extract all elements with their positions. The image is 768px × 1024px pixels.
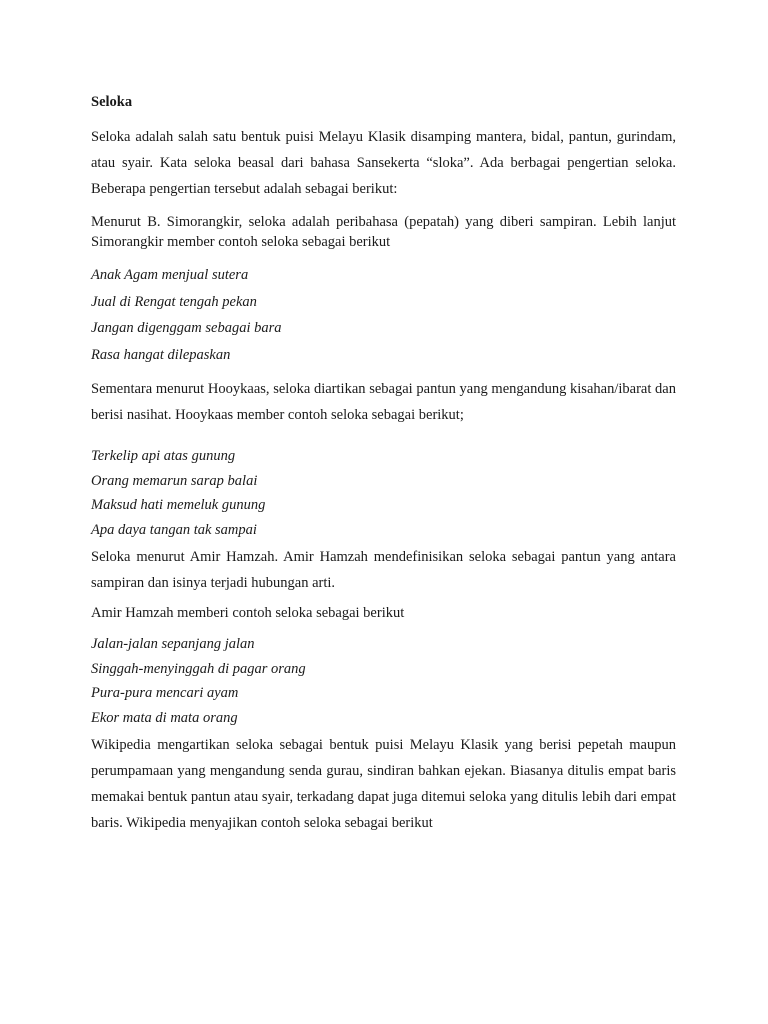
- document-page: [91, 92, 676, 836]
- verse-line: Singgah-menyinggah di pagar orang: [91, 660, 306, 677]
- verse-line: Pura-pura mencari ayam: [91, 685, 239, 701]
- amir-hamzah-example-intro: Amir Hamzah memberi contoh seloka sebagai berikut: [91, 605, 405, 621]
- hooykaas-verse: [91, 444, 676, 542]
- intro-paragraph: Seloka adalah salah satu bentuk puisi Melayu Klasik disamping mantera, bidal, pantun, gurindam, atau syair. Kata seloka beasal dari bahasa Sansekerta “sloka”. Ada berbagai pengertian seloka. Beberapa pengertian tersebut adalah sebagai berikut:: [91, 129, 676, 197]
- verse-line: Maksud hati memeluk gunung: [91, 497, 266, 513]
- wikipedia-paragraph: Wikipedia mengartikan seloka sebagai bentuk puisi Melayu Klasik yang berisi pepetah maupun perumpamaan yang mengandung senda gurau, sindiran bahkan ejekan. Biasanya ditulis empat baris memakai bentuk pantun atau syair, terkadang dapat juga ditemui seloka yang ditulis lebih dari empat baris. Wikipedia menyajikan contoh seloka sebagai berikut: [91, 737, 676, 831]
- hooykaas-paragraph: Sementara menurut Hooykaas, seloka diartikan sebagai pantun yang mengandung kisahan/ibarat dan berisi nasihat. Hooykaas member contoh seloka sebagai berikut;: [91, 381, 676, 423]
- verse-line: Jangan digenggam sebagai bara: [91, 320, 282, 336]
- verse-line: Ekor mata di mata orang: [91, 709, 238, 726]
- simorangkir-verse: [91, 262, 676, 368]
- verse-line: Jalan-jalan sepanjang jalan: [91, 636, 255, 652]
- verse-line: Orang memarun sarap balai: [91, 472, 258, 489]
- verse-line: Jual di Rengat tengah pekan: [91, 293, 257, 310]
- verse-line: Apa daya tangan tak sampai: [91, 521, 257, 538]
- document-title: Seloka: [91, 94, 133, 110]
- verse-line: Anak Agam menjual sutera: [91, 267, 249, 283]
- amir-hamzah-definition: Seloka menurut Amir Hamzah. Amir Hamzah mendefinisikan seloka sebagai pantun yang antara sampiran dan isinya terjadi hubungan arti.: [91, 549, 676, 591]
- verse-line: Terkelip api atas gunung: [91, 448, 236, 464]
- simorangkir-paragraph: Menurut B. Simorangkir, seloka adalah peribahasa (pepatah) yang diberi sampiran. Lebih lanjut Simorangkir member contoh seloka sebagai berikut: [91, 214, 676, 250]
- verse-line: Rasa hangat dilepaskan: [91, 346, 231, 363]
- amir-hamzah-verse: [91, 632, 676, 730]
